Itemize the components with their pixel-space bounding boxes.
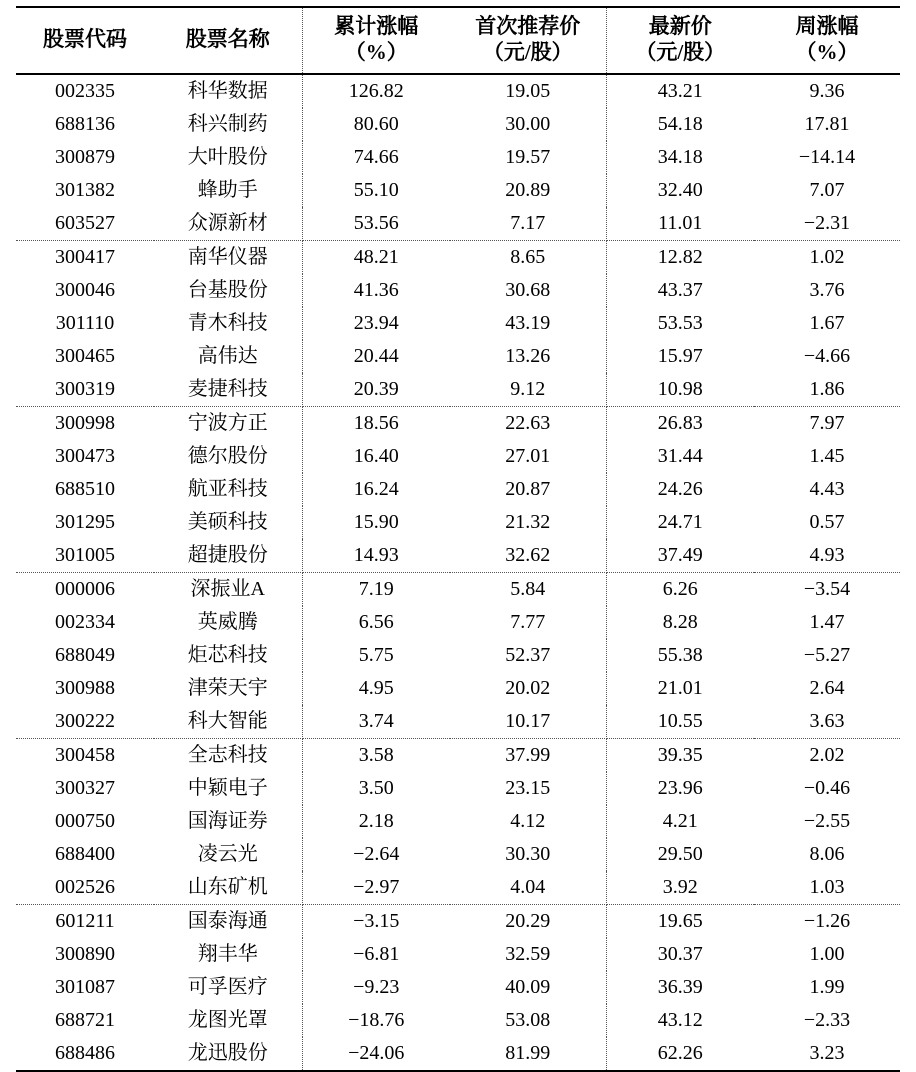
cell-first-price: 19.57 xyxy=(450,141,606,174)
table-row xyxy=(16,506,900,539)
cell-first-price: 30.68 xyxy=(450,274,606,307)
cell-week-gain: 1.86 xyxy=(754,373,900,407)
cell-code: 688486 xyxy=(16,1037,154,1071)
cell-code: 300473 xyxy=(55,445,115,468)
cell-cumulative-gain: −3.15 xyxy=(353,910,400,933)
column-header-week-gain-line1: 周涨幅 xyxy=(795,14,859,38)
cell-code: 300327 xyxy=(55,777,115,800)
cell-name: 山东矿机 xyxy=(154,871,302,905)
cell-week-gain: 1.02 xyxy=(809,246,845,269)
column-header-first-price-line2: （元/股） xyxy=(482,39,573,64)
cell-week-gain: −4.66 xyxy=(803,345,851,368)
cell-week-gain: 4.93 xyxy=(754,539,900,573)
cell-week-gain: 1.47 xyxy=(809,611,845,634)
cell-first-price: 22.63 xyxy=(450,407,606,441)
table-row xyxy=(16,1004,900,1037)
cell-name: 科大智能 xyxy=(154,705,302,739)
cell-week-gain: 1.45 xyxy=(809,445,845,468)
cell-name: 大叶股份 xyxy=(154,141,302,174)
cell-week-gain: 3.23 xyxy=(754,1037,900,1071)
cell-cumulative-gain: 74.66 xyxy=(353,146,399,169)
cell-cumulative-gain: 3.50 xyxy=(358,777,394,800)
table-row xyxy=(16,871,900,905)
cell-code: 301005 xyxy=(16,539,154,573)
cell-code: 300465 xyxy=(55,345,115,368)
column-header-code-line1: 股票代码 xyxy=(43,26,127,51)
cell-first-price: 20.87 xyxy=(450,473,606,506)
cell-cumulative-gain: −9.23 xyxy=(353,976,400,999)
cell-cumulative-gain: 6.56 xyxy=(358,611,394,634)
cell-name: 科华数据 xyxy=(154,74,302,108)
cell-first-price: 81.99 xyxy=(450,1037,606,1071)
cell-cumulative-gain: 126.82 xyxy=(348,80,404,103)
cell-first-price: 19.05 xyxy=(450,74,606,108)
table-row xyxy=(16,407,900,441)
cell-cumulative-gain: −2.97 xyxy=(302,871,450,905)
cell-name: 航亚科技 xyxy=(154,473,302,506)
cell-name: 美硕科技 xyxy=(154,506,302,539)
cell-last-price: 53.53 xyxy=(657,312,703,335)
cell-first-price: 4.12 xyxy=(450,805,606,838)
cell-first-price: 32.59 xyxy=(450,938,606,971)
table-row xyxy=(16,373,900,407)
table-row xyxy=(16,971,900,1004)
cell-week-gain: 7.97 xyxy=(809,412,845,435)
table-row xyxy=(16,274,900,307)
cell-week-gain: −2.55 xyxy=(803,810,851,833)
cell-name: 深振业A xyxy=(154,573,302,607)
cell-first-price: 52.37 xyxy=(450,639,606,672)
cell-code: 603527 xyxy=(16,207,154,241)
cell-week-gain: 9.36 xyxy=(809,80,845,103)
cell-first-price: 23.15 xyxy=(450,772,606,805)
cell-cumulative-gain: −6.81 xyxy=(353,943,400,966)
cell-week-gain: 7.07 xyxy=(809,179,845,202)
cell-week-gain: −2.33 xyxy=(803,1009,851,1032)
table-row xyxy=(16,473,900,506)
cell-code: 002335 xyxy=(55,80,115,103)
cell-cumulative-gain: 41.36 xyxy=(353,279,399,302)
cell-cumulative-gain: 2.18 xyxy=(358,810,394,833)
table-row xyxy=(16,307,900,340)
cell-last-price: 62.26 xyxy=(606,1037,754,1071)
cell-name: 国海证券 xyxy=(154,805,302,838)
cell-name: 龙迅股份 xyxy=(154,1037,302,1071)
cell-cumulative-gain: 7.19 xyxy=(358,578,394,601)
cell-first-price: 8.65 xyxy=(450,241,606,275)
cell-code: 300890 xyxy=(55,943,115,966)
cell-cumulative-gain: 20.39 xyxy=(302,373,450,407)
cell-last-price: 32.40 xyxy=(657,179,703,202)
cell-code: 301087 xyxy=(55,976,115,999)
cell-last-price: 8.28 xyxy=(662,611,698,634)
cell-first-price: 40.09 xyxy=(450,971,606,1004)
cell-first-price: 4.04 xyxy=(450,871,606,905)
column-header-week-gain-line2: （%） xyxy=(795,39,859,64)
cell-first-price: 27.01 xyxy=(450,440,606,473)
table-row xyxy=(16,905,900,939)
cell-code: 300417 xyxy=(55,246,115,269)
cell-code: 300046 xyxy=(55,279,115,302)
cell-week-gain: 1.99 xyxy=(809,976,845,999)
cell-code: 301110 xyxy=(55,312,115,335)
cell-last-price: 29.50 xyxy=(657,843,703,866)
cell-first-price: 30.00 xyxy=(450,108,606,141)
cell-name: 国泰海通 xyxy=(154,905,302,939)
column-header-code xyxy=(16,7,154,74)
cell-code: 300222 xyxy=(16,705,154,739)
cell-code: 301382 xyxy=(55,179,115,202)
cell-first-price: 7.17 xyxy=(450,207,606,241)
column-header-last-price-line2: （元/股） xyxy=(635,39,726,64)
cell-week-gain: −5.27 xyxy=(803,644,851,667)
cell-week-gain: 3.76 xyxy=(809,279,845,302)
cell-name: 翔丰华 xyxy=(154,938,302,971)
cell-name: 中颖电子 xyxy=(154,772,302,805)
cell-cumulative-gain: 3.74 xyxy=(302,705,450,739)
cell-name: 可孚医疗 xyxy=(154,971,302,1004)
cell-last-price: 6.26 xyxy=(662,578,698,601)
cell-code: 300879 xyxy=(55,146,115,169)
cell-last-price: 37.49 xyxy=(606,539,754,573)
cell-week-gain: −1.26 xyxy=(803,910,851,933)
cell-week-gain: 3.63 xyxy=(754,705,900,739)
column-header-name xyxy=(154,7,302,74)
cell-week-gain: 4.43 xyxy=(809,478,845,501)
table-header-row xyxy=(16,7,900,74)
cell-first-price: 21.32 xyxy=(450,506,606,539)
cell-first-price: 20.02 xyxy=(450,672,606,705)
cell-first-price: 7.77 xyxy=(450,606,606,639)
cell-cumulative-gain: 55.10 xyxy=(353,179,399,202)
table-row xyxy=(16,772,900,805)
cell-last-price: 30.37 xyxy=(657,943,703,966)
cell-name: 炬芯科技 xyxy=(154,639,302,672)
cell-name: 众源新材 xyxy=(154,207,302,241)
table-row xyxy=(16,141,900,174)
cell-last-price: 31.44 xyxy=(657,445,703,468)
cell-first-price: 30.30 xyxy=(450,838,606,871)
cell-code: 300319 xyxy=(16,373,154,407)
table-row xyxy=(16,108,900,141)
cell-last-price: 34.18 xyxy=(657,146,703,169)
cell-code: 000006 xyxy=(55,578,115,601)
cell-cumulative-gain: 23.94 xyxy=(353,312,399,335)
cell-code: 002334 xyxy=(55,611,115,634)
cell-name: 凌云光 xyxy=(154,838,302,871)
column-header-name-line1: 股票名称 xyxy=(185,26,270,51)
cell-last-price: 10.98 xyxy=(606,373,754,407)
cell-last-price: 19.65 xyxy=(657,910,703,933)
cell-last-price: 3.92 xyxy=(606,871,754,905)
table-row xyxy=(16,938,900,971)
table-row xyxy=(16,241,900,275)
cell-cumulative-gain: 15.90 xyxy=(353,511,399,534)
cell-code: 601211 xyxy=(55,910,115,933)
cell-last-price: 43.12 xyxy=(657,1009,703,1032)
cell-last-price: 4.21 xyxy=(662,810,698,833)
cell-week-gain: 1.00 xyxy=(809,943,845,966)
cell-cumulative-gain: 3.58 xyxy=(358,744,394,767)
cell-week-gain: 2.64 xyxy=(809,677,845,700)
column-header-last-price xyxy=(606,7,754,74)
cell-last-price: 55.38 xyxy=(657,644,703,667)
cell-first-price: 5.84 xyxy=(450,573,606,607)
column-header-cumulative-gain-line2: （%） xyxy=(344,39,408,64)
cell-cumulative-gain: 20.44 xyxy=(353,345,399,368)
cell-name: 高伟达 xyxy=(154,340,302,373)
table-row xyxy=(16,440,900,473)
cell-name: 台基股份 xyxy=(154,274,302,307)
table-row xyxy=(16,539,900,573)
cell-first-price: 10.17 xyxy=(450,705,606,739)
cell-name: 宁波方正 xyxy=(154,407,302,441)
cell-cumulative-gain: −24.06 xyxy=(302,1037,450,1071)
cell-last-price: 23.96 xyxy=(657,777,703,800)
cell-code: 300458 xyxy=(55,744,115,767)
cell-code: 688049 xyxy=(55,644,115,667)
cell-last-price: 43.37 xyxy=(657,279,703,302)
cell-last-price: 43.21 xyxy=(657,80,703,103)
column-header-week-gain xyxy=(754,7,900,74)
table-row xyxy=(16,340,900,373)
cell-week-gain: 1.67 xyxy=(809,312,845,335)
cell-week-gain: 0.57 xyxy=(809,511,845,534)
cell-cumulative-gain: 53.56 xyxy=(302,207,450,241)
table-row xyxy=(16,805,900,838)
cell-week-gain: −3.54 xyxy=(803,578,851,601)
cell-first-price: 9.12 xyxy=(450,373,606,407)
cell-last-price: 15.97 xyxy=(657,345,703,368)
cell-name: 科兴制药 xyxy=(154,108,302,141)
cell-name: 麦捷科技 xyxy=(154,373,302,407)
cell-name: 德尔股份 xyxy=(154,440,302,473)
table-body xyxy=(16,74,900,1071)
cell-cumulative-gain: 48.21 xyxy=(353,246,399,269)
cell-last-price: 10.55 xyxy=(606,705,754,739)
table-row xyxy=(16,606,900,639)
cell-cumulative-gain: 14.93 xyxy=(302,539,450,573)
column-header-last-price-line1: 最新价 xyxy=(648,14,712,38)
column-header-cumulative-gain-line1: 累计涨幅 xyxy=(334,14,419,38)
cell-name: 津荣天宇 xyxy=(154,672,302,705)
cell-first-price: 20.89 xyxy=(450,174,606,207)
table-row xyxy=(16,1037,900,1071)
cell-first-price: 32.62 xyxy=(450,539,606,573)
cell-week-gain: 2.02 xyxy=(809,744,845,767)
cell-name: 青木科技 xyxy=(154,307,302,340)
cell-code: 688400 xyxy=(55,843,115,866)
table-row xyxy=(16,705,900,739)
cell-cumulative-gain: 4.95 xyxy=(358,677,394,700)
cell-last-price: 24.71 xyxy=(657,511,703,534)
cell-last-price: 39.35 xyxy=(657,744,703,767)
cell-name: 蜂助手 xyxy=(154,174,302,207)
table-row xyxy=(16,573,900,607)
column-header-first-price xyxy=(450,7,606,74)
cell-name: 英威腾 xyxy=(154,606,302,639)
table-row xyxy=(16,838,900,871)
cell-week-gain: −0.46 xyxy=(803,777,851,800)
cell-last-price: 12.82 xyxy=(657,246,703,269)
cell-code: 688136 xyxy=(55,113,115,136)
cell-last-price: 26.83 xyxy=(657,412,703,435)
table-row xyxy=(16,672,900,705)
cell-name: 全志科技 xyxy=(154,739,302,773)
cell-last-price: 11.01 xyxy=(606,207,754,241)
stock-recommendation-table xyxy=(16,6,900,1072)
cell-first-price: 13.26 xyxy=(450,340,606,373)
cell-name: 南华仪器 xyxy=(154,241,302,275)
cell-cumulative-gain: 18.56 xyxy=(353,412,399,435)
cell-cumulative-gain: 5.75 xyxy=(358,644,394,667)
cell-first-price: 43.19 xyxy=(450,307,606,340)
cell-week-gain: −2.31 xyxy=(754,207,900,241)
cell-last-price: 36.39 xyxy=(657,976,703,999)
cell-name: 超捷股份 xyxy=(154,539,302,573)
cell-cumulative-gain: 80.60 xyxy=(353,113,399,136)
cell-code: 000750 xyxy=(55,810,115,833)
cell-cumulative-gain: 16.24 xyxy=(353,478,399,501)
cell-week-gain: 17.81 xyxy=(804,113,850,136)
cell-cumulative-gain: 16.40 xyxy=(353,445,399,468)
table-row xyxy=(16,639,900,672)
table-header xyxy=(16,7,900,74)
cell-last-price: 21.01 xyxy=(657,677,703,700)
cell-cumulative-gain: −2.64 xyxy=(353,843,400,866)
cell-name: 龙图光罩 xyxy=(154,1004,302,1037)
table-row xyxy=(16,207,900,241)
cell-code: 300998 xyxy=(55,412,115,435)
cell-first-price: 37.99 xyxy=(450,739,606,773)
cell-cumulative-gain: −18.76 xyxy=(348,1009,405,1032)
cell-code: 002526 xyxy=(16,871,154,905)
cell-code: 300988 xyxy=(55,677,115,700)
column-header-cumulative-gain xyxy=(302,7,450,74)
cell-code: 301295 xyxy=(55,511,115,534)
cell-first-price: 20.29 xyxy=(450,905,606,939)
cell-week-gain: −14.14 xyxy=(798,146,856,169)
cell-last-price: 54.18 xyxy=(657,113,703,136)
cell-code: 688510 xyxy=(55,478,115,501)
cell-first-price: 53.08 xyxy=(450,1004,606,1037)
cell-code: 688721 xyxy=(55,1009,115,1032)
table-row xyxy=(16,174,900,207)
table-row xyxy=(16,739,900,773)
column-header-first-price-line1: 首次推荐价 xyxy=(475,14,581,38)
cell-week-gain: 1.03 xyxy=(754,871,900,905)
table-row xyxy=(16,74,900,108)
cell-week-gain: 8.06 xyxy=(809,843,845,866)
cell-last-price: 24.26 xyxy=(657,478,703,501)
